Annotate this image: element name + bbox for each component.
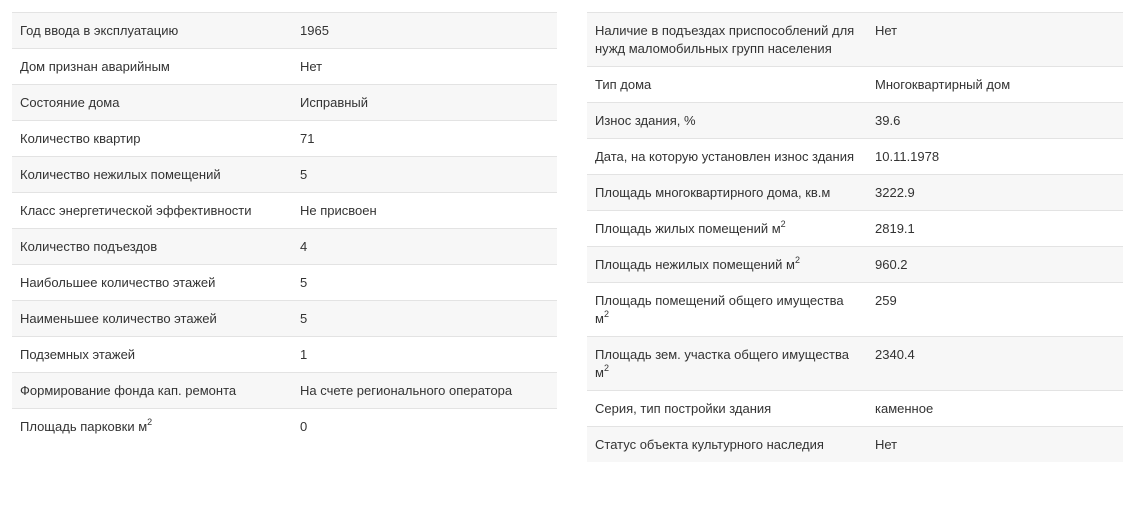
superscript: 2 bbox=[794, 254, 800, 265]
row-value: 10.11.1978 bbox=[875, 149, 940, 164]
row-label: Площадь многоквартирного дома, кв.м bbox=[595, 185, 831, 200]
table-row bbox=[12, 49, 557, 85]
table-row bbox=[587, 139, 1123, 175]
row-value: Не присвоен bbox=[300, 203, 377, 218]
table-row bbox=[587, 175, 1123, 211]
row-label: Тип дома bbox=[595, 77, 652, 92]
info-table-left bbox=[12, 12, 557, 444]
row-value: 1965 bbox=[300, 23, 329, 38]
superscript: 2 bbox=[780, 218, 786, 229]
row-label: Статус объекта культурного наследия bbox=[595, 437, 824, 452]
row-label-text: Площадь помещений общего имущества м bbox=[595, 293, 844, 326]
row-value: 1 bbox=[300, 347, 308, 362]
table-row bbox=[12, 301, 557, 337]
row-label: Наличие в подъездах приспособлений для нужд маломобильных групп населения bbox=[595, 23, 855, 56]
row-label: Количество квартир bbox=[20, 131, 141, 146]
house-info-table-right bbox=[587, 12, 1123, 462]
row-value: Многоквартирный дом bbox=[875, 77, 1011, 92]
row-label-text: Площадь парковки м bbox=[20, 419, 148, 434]
table-row bbox=[587, 211, 1123, 247]
row-value: 2340.4 bbox=[875, 347, 915, 362]
row-value: Нет bbox=[875, 23, 898, 38]
row-label: Год ввода в эксплуатацию bbox=[20, 23, 179, 38]
row-label: Наибольшее количество этажей bbox=[20, 275, 216, 290]
row-value: 71 bbox=[300, 131, 315, 146]
row-label: Дата, на которую установлен износ здания bbox=[595, 149, 855, 164]
row-label: Состояние дома bbox=[20, 95, 120, 110]
table-row bbox=[587, 391, 1123, 427]
row-value: 960.2 bbox=[875, 257, 908, 272]
row-label bbox=[12, 409, 292, 445]
row-value: Нет bbox=[875, 437, 898, 452]
row-label bbox=[587, 283, 867, 337]
row-label-text: Площадь нежилых помещений м bbox=[595, 257, 795, 272]
table-row bbox=[12, 193, 557, 229]
row-label bbox=[587, 337, 867, 391]
table-row bbox=[12, 13, 557, 49]
row-label bbox=[587, 247, 867, 283]
table-row bbox=[587, 427, 1123, 463]
row-value: 0 bbox=[300, 419, 308, 434]
row-label: Наименьшее количество этажей bbox=[20, 311, 217, 326]
table-row bbox=[12, 85, 557, 121]
table-row bbox=[587, 337, 1123, 391]
row-label: Класс энергетической эффективности bbox=[20, 203, 252, 218]
table-row bbox=[12, 373, 557, 409]
table-row bbox=[587, 247, 1123, 283]
row-label: Формирование фонда кап. ремонта bbox=[20, 383, 237, 398]
table-row bbox=[12, 121, 557, 157]
row-value: 39.6 bbox=[875, 113, 901, 128]
row-value: 3222.9 bbox=[875, 185, 915, 200]
row-label: Количество подъездов bbox=[20, 239, 158, 254]
table-row bbox=[587, 103, 1123, 139]
superscript: 2 bbox=[603, 308, 609, 319]
table-row bbox=[587, 13, 1123, 67]
table-row bbox=[12, 229, 557, 265]
info-table-right bbox=[587, 12, 1123, 462]
row-value: 5 bbox=[300, 311, 308, 326]
house-info-table-left bbox=[12, 12, 557, 444]
row-value: 5 bbox=[300, 275, 308, 290]
row-label: Дом признан аварийным bbox=[20, 59, 170, 74]
row-value: На счете регионального оператора bbox=[300, 383, 513, 398]
row-value: Исправный bbox=[300, 95, 369, 110]
table-row bbox=[12, 265, 557, 301]
row-value: 5 bbox=[300, 167, 308, 182]
row-label: Износ здания, % bbox=[595, 113, 696, 128]
table-row bbox=[12, 337, 557, 373]
superscript: 2 bbox=[147, 416, 153, 427]
row-label: Количество нежилых помещений bbox=[20, 167, 221, 182]
table-row bbox=[12, 409, 557, 445]
row-label: Подземных этажей bbox=[20, 347, 136, 362]
table-row bbox=[587, 283, 1123, 337]
row-value: каменное bbox=[875, 401, 934, 416]
row-label bbox=[587, 211, 867, 247]
superscript: 2 bbox=[603, 362, 609, 373]
table-row bbox=[587, 67, 1123, 103]
table-row bbox=[12, 157, 557, 193]
row-label-text: Площадь жилых помещений м bbox=[595, 221, 781, 236]
row-label-text: Площадь зем. участка общего имущества м bbox=[595, 347, 850, 380]
row-value: 259 bbox=[875, 293, 897, 308]
row-label: Серия, тип постройки здания bbox=[595, 401, 772, 416]
row-value: 4 bbox=[300, 239, 308, 254]
row-value: 2819.1 bbox=[875, 221, 915, 236]
row-value: Нет bbox=[300, 59, 323, 74]
